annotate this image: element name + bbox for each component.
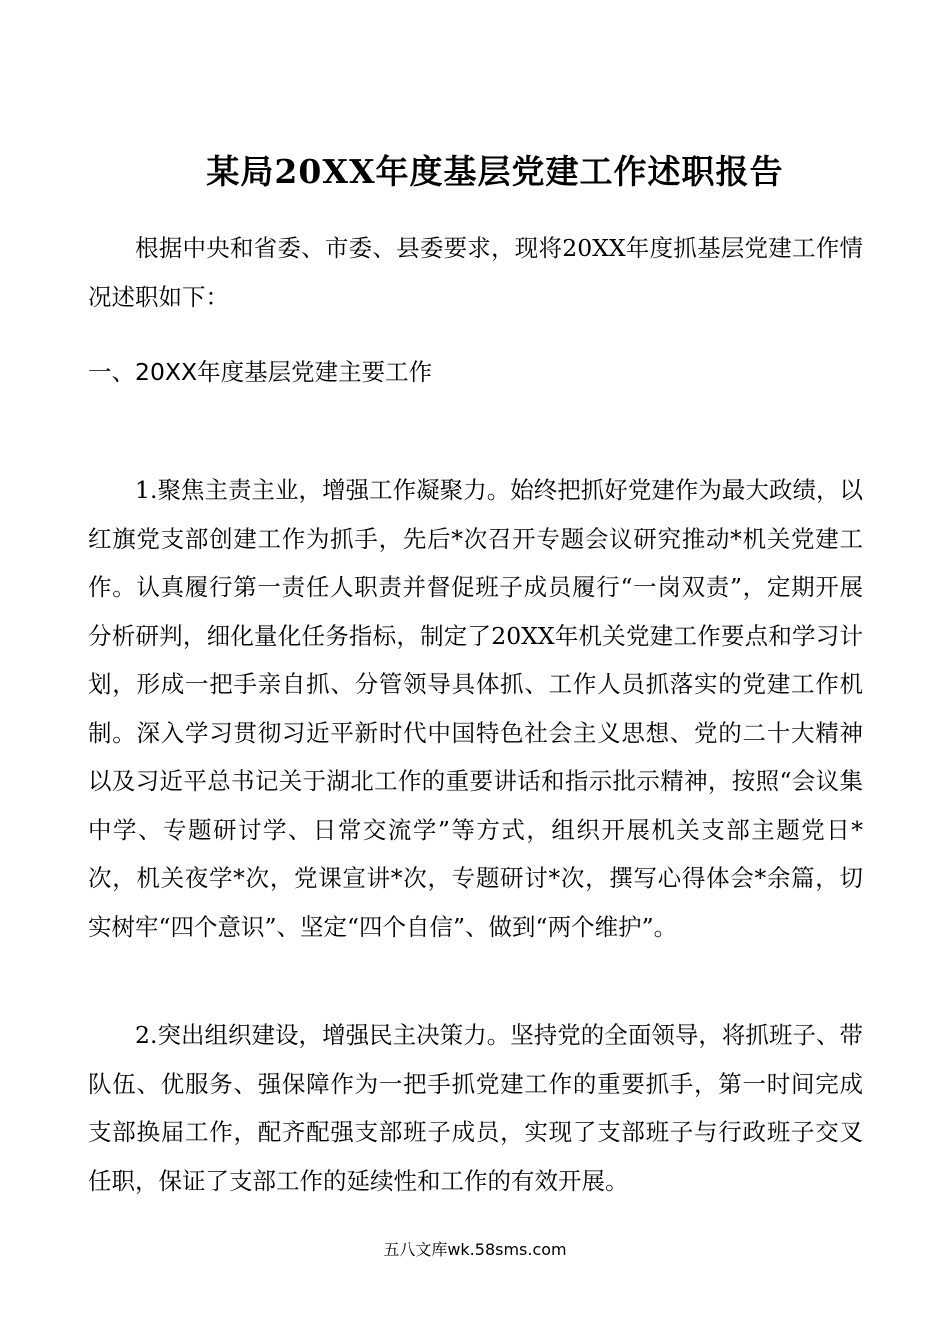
body-paragraph-2: 2.突出组织建设，增强民主决策力。坚持党的全面领导，将抓班子、带队伍、优服务、强保障作为一把手抓党建工作的重要抓手，第一时间完成支部换届工作，配齐配强支部班子成员，实现了支部班子与行政班子交叉任职，保证了支部工作的延续性和工作的有效开展。 <box>88 1021 863 1195</box>
body-paragraph-1: 1.聚焦主责主业，增强工作凝聚力。始终把抓好党建作为最大政绩，以红旗党支部创建工作为抓手，先后*次召开专题会议研究推动*机关党建工作。认真履行第一责任人职责并督促班子成员履行“一岗双责”，定期开展分析研判，细化量化任务指标，制定了20XX年机关党建工作要点和学习计划，形成一把手亲自抓、分管领导具体抓、工作人员抓落实的党建工作机制。深入学习贯彻习近平新时代中国特色社会主义思想、党的二十大精神以及习近平总书记关于湖北工作的重要讲话和指示批示精神，按照“会议集中学、专题研讨学、日常交流学”等方式，组织开展机关支部主题党日*次，机关夜学*次，党课宣讲*次，专题研讨*次，撰写心得体会*余篇，切实树牢“四个意识”、坚定“四个自信”、做到“两个维护”。 <box>88 476 863 941</box>
section-heading: 一、20XX年度基层党建主要工作 <box>88 358 433 386</box>
footer-watermark: 五八文库wk.58sms.com <box>383 1240 567 1259</box>
document-title: 某局20XX年度基层党建工作述职报告 <box>206 152 784 191</box>
intro-paragraph: 根据中央和省委、市委、县委要求，现将20XX年度抓基层党建工作情况述职如下： <box>88 234 863 311</box>
